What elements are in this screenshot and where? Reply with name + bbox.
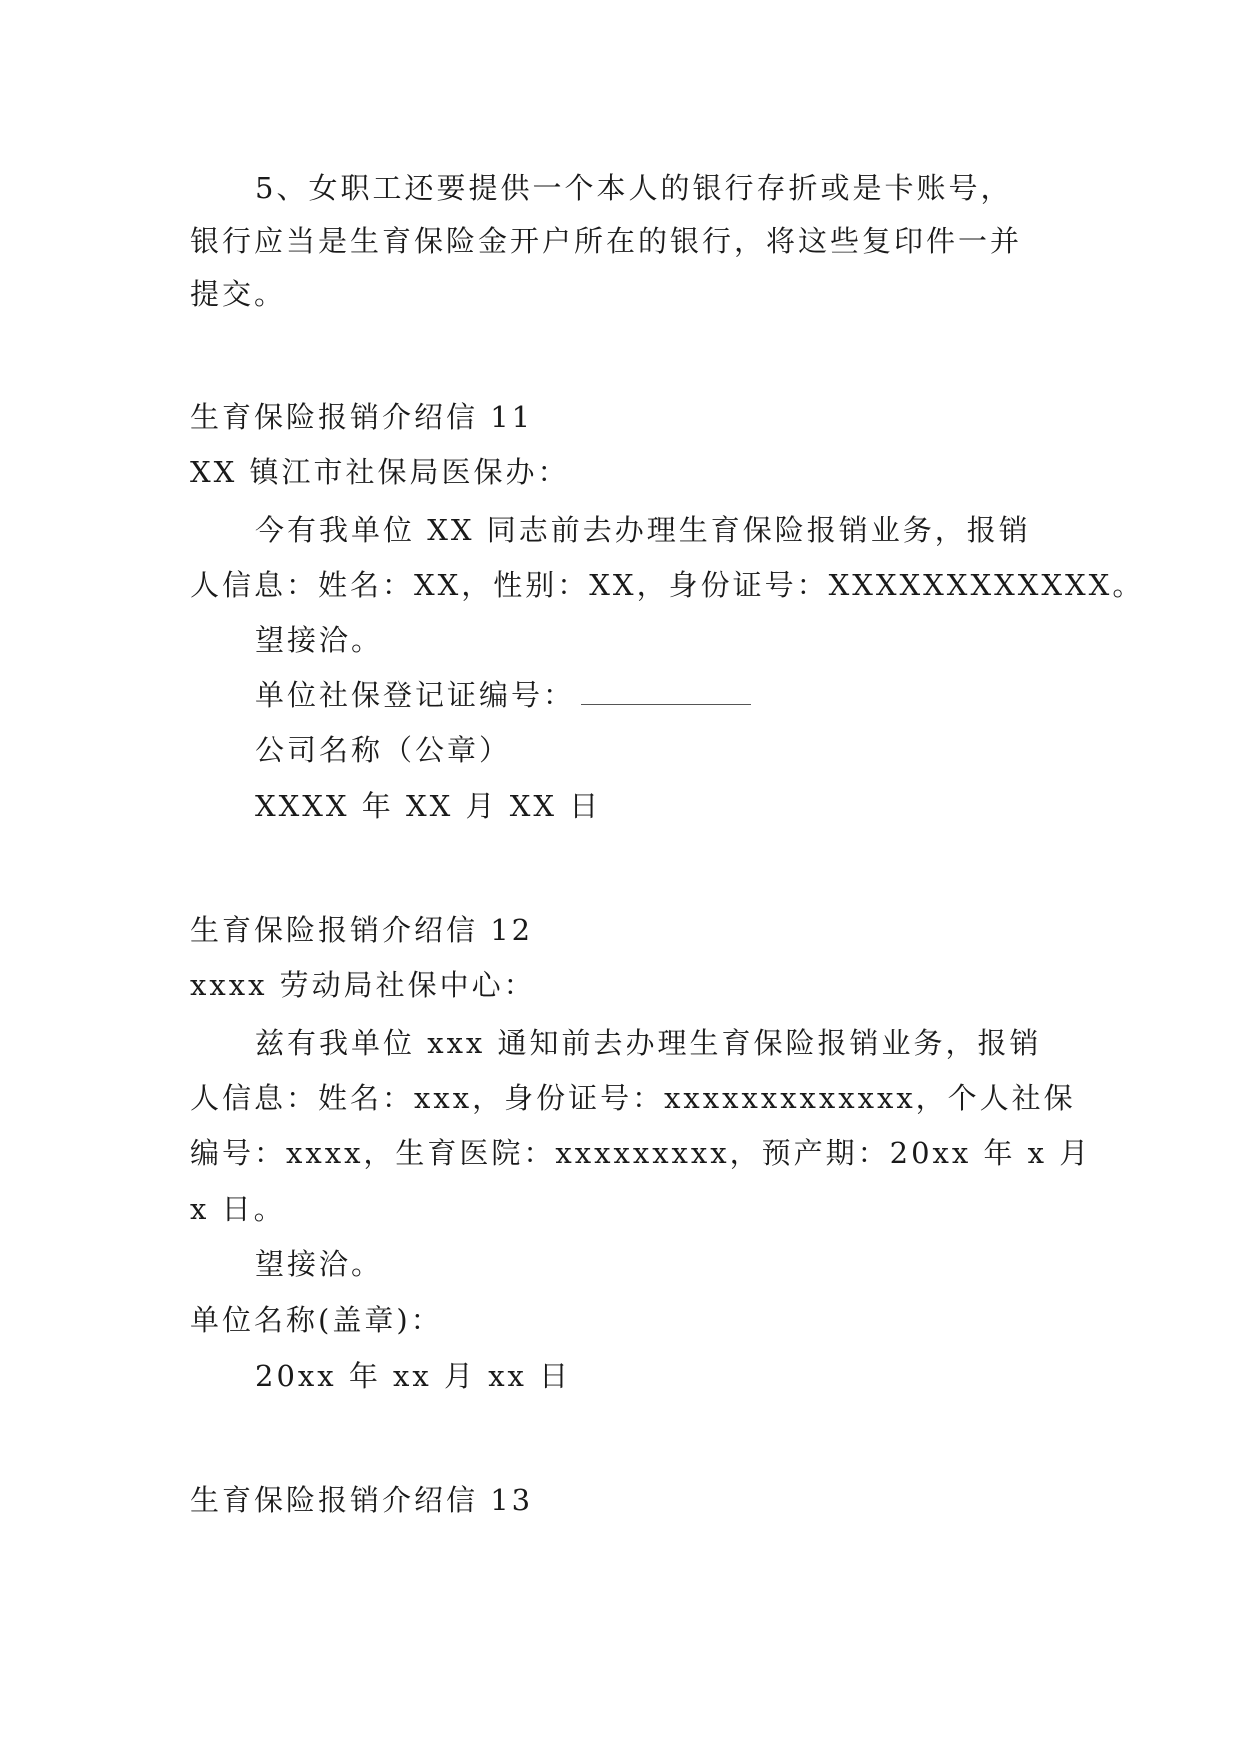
letter11-date: XXXX 年 XX 月 XX 日 [255, 789, 602, 823]
letter11-registration-label: 单位社保登记证编号： [255, 678, 576, 712]
letter11-addressee: XX 镇江市社保局医保办： [190, 455, 570, 489]
letter12-body-line-2: 人信息：姓名：xxx，身份证号：xxxxxxxxxxxxx，个人社保 [190, 1081, 1076, 1115]
letter12-body-line-4: x 日。 [190, 1192, 286, 1226]
letter12-date: 20xx 年 xx 月 xx 日 [255, 1359, 572, 1393]
letter12-body-line-1: 兹有我单位 xxx 通知前去办理生育保险报销业务，报销 [255, 1026, 1042, 1060]
intro-line-2: 银行应当是生育保险金开户所在的银行，将这些复印件一并 [190, 224, 1023, 258]
letter11-registration-line [255, 675, 751, 715]
letter12-closing: 望接洽。 [255, 1247, 384, 1281]
letter13-title: 生育保险报销介绍信 13 [190, 1483, 534, 1517]
letter12-addressee: xxxx 劳动局社保中心： [190, 968, 536, 1002]
intro-line-1: 5、女职工还要提供一个本人的银行存折或是卡账号， [255, 171, 1013, 205]
letter11-body-line-1: 今有我单位 XX 同志前去办理生育保险报销业务，报销 [255, 513, 1031, 547]
letter11-closing: 望接洽。 [255, 623, 384, 657]
letter11-body-line-2: 人信息：姓名：XX，性别：XX，身份证号：XXXXXXXXXXXX。 [190, 568, 1145, 602]
letter12-body-line-3: 编号：xxxx，生育医院：xxxxxxxxx，预产期：20xx 年 x 月 [190, 1136, 1092, 1170]
intro-line-3: 提交。 [190, 277, 287, 311]
letter12-title: 生育保险报销介绍信 12 [190, 913, 534, 947]
letter11-company: 公司名称（公章） [255, 733, 512, 767]
letter11-title: 生育保险报销介绍信 11 [190, 400, 534, 434]
registration-blank [581, 688, 751, 705]
letter12-unit: 单位名称(盖章)： [190, 1303, 443, 1337]
